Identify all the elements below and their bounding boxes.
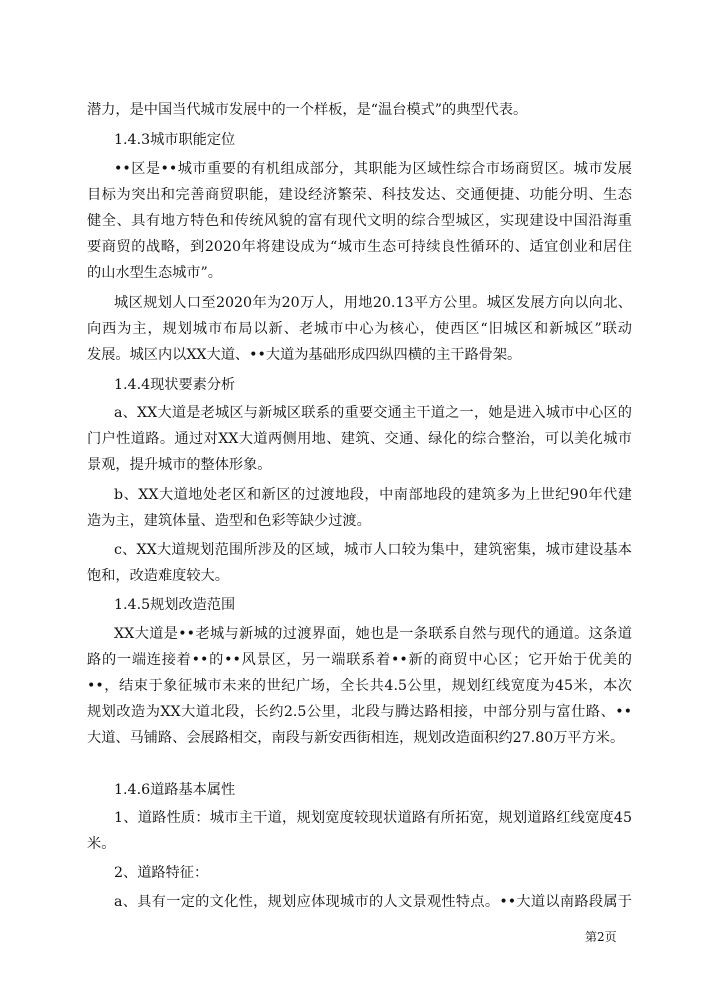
paragraph-line: 大道、马铺路、会展路相交，南段与新安西街相连，规划改造面积约27.80万平方米。 (87, 730, 625, 746)
paragraph-line: ••，结束于象征城市未来的世纪广场，全长共4.5公里，规划红线宽度为45米，本次 (87, 678, 632, 694)
paragraph-line: XX大道是••老城与新城的过渡界面，她也是一条联系自然与现代的通道。这条道 (114, 626, 632, 642)
paragraph-line: 发展。城区内以XX大道、••大道为基础形成四纵四横的主干路骨架。 (87, 347, 522, 363)
paragraph-line: 景观，提升城市的整体形象。 (87, 457, 272, 473)
paragraph-line: 目标为突出和完善商贸职能，建设经济繁荣、科技发达、交通便捷、功能分明、生态 (87, 187, 632, 203)
paragraph-line: 要商贸的战略，到2020年将建设成为“城市生态可持续良性循环的、适宜创业和居住 (87, 239, 632, 255)
heading-1-4-5: 1.4.5规划改造范围 (114, 597, 236, 613)
paragraph-intro: 潜力，是中国当代城市发展中的一个样板，是“温台模式”的典型代表。 (87, 102, 528, 118)
paragraph-line: 门户性道路。通过对XX大道两侧用地、建筑、交通、绿化的综合整治，可以美化城市 (87, 431, 632, 447)
paragraph-line: b、XX大道地处老区和新区的过渡地段，中南部地段的建筑多为上世纪90年代建 (114, 487, 632, 503)
paragraph-line: ••区是••城市重要的有机组成部分，其职能为区域性综合市场商贸区。城市发展 (114, 161, 632, 177)
paragraph-line: 向西为主，规划城市布局以新、老城市中心为核心，使西区“旧城区和新城区”联动 (87, 321, 632, 337)
paragraph-line: c、XX大道规划范围所涉及的区域，城市人口较为集中，建筑密集，城市建设基本 (114, 542, 632, 558)
paragraph-line: 1、道路性质：城市主干道，规划宽度较现状道路有所拓宽，规划道路红线宽度45 (114, 810, 632, 826)
heading-1-4-4: 1.4.4现状要素分析 (114, 377, 236, 393)
paragraph-line: 城区规划人口至2020年为20万人，用地20.13平方公里。城区发展方向以向北、 (114, 295, 632, 311)
paragraph-line: 造为主，建筑体量、造型和色彩等缺少过渡。 (87, 513, 371, 529)
heading-1-4-3: 1.4.3城市职能定位 (114, 132, 236, 148)
paragraph-line: 米。 (87, 836, 116, 852)
paragraph-line: 饱和，改造难度较大。 (87, 568, 229, 584)
page-number: 第2页 (585, 930, 617, 944)
paragraph-line: a、具有一定的文化性，规划应体现城市的人文景观性特点。••大道以南路段属于 (114, 894, 632, 910)
heading-1-4-6: 1.4.6道路基本属性 (114, 782, 236, 798)
paragraph-line: 的山水型生态城市”。 (87, 265, 222, 281)
paragraph-line: 2、道路特征： (114, 865, 209, 881)
paragraph-line: 健全、具有地方特色和传统风貌的富有现代文明的综合型城区，实现建设中国沿海重 (87, 213, 632, 229)
paragraph-line: 路的一端连接着••的••风景区，另一端联系着••新的商贸中心区；它开始于优美的 (87, 652, 632, 668)
paragraph-line: a、XX大道是老城区与新城区联系的重要交通主干道之一，她是进入城市中心区的 (114, 405, 632, 421)
paragraph-line: 规划改造为XX大道北段，长约2.5公里，北段与腾达路相接，中部分别与富仕路、•• (87, 704, 632, 720)
